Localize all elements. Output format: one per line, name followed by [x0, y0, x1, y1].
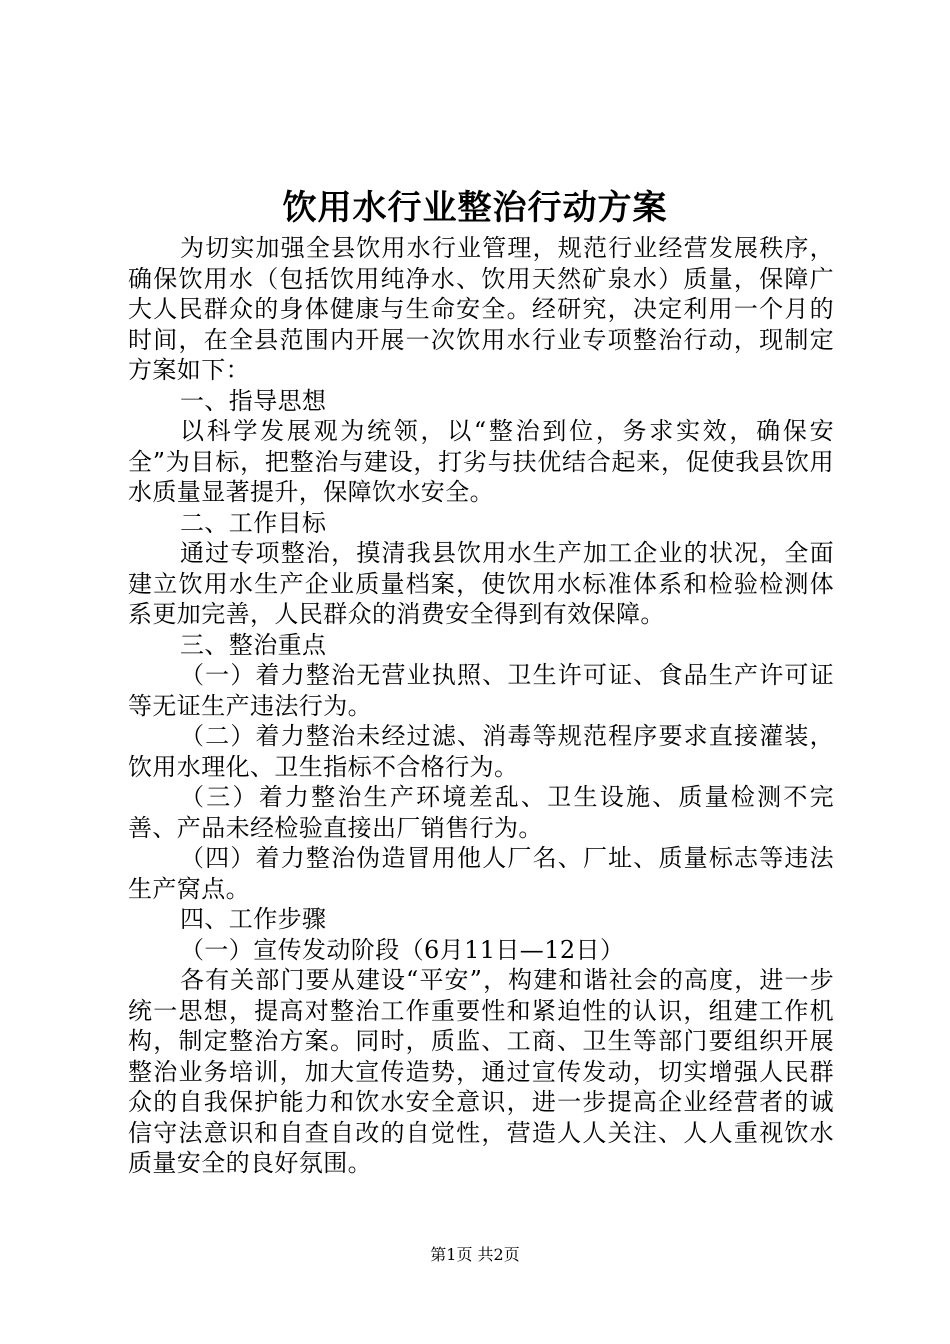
section-heading-work-goals: 二、工作目标 — [180, 508, 327, 537]
page-footer — [0, 1244, 950, 1266]
document-title: 饮用水行业整治行动方案 — [282, 188, 668, 228]
section-paragraph: 通过专项整治，摸清我县饮用水生产加工企业的状况，全面建立饮用水生产企业质量档案，使饮用水标准体系和检验检测体系更加完善，人民群众的消费安全得到有效保障。 — [128, 539, 834, 628]
section-paragraph: 各有关部门要从建设“平安”，构建和谐社会的高度，进一步统一思想，提高对整治工作重要性和紧迫性的认识，组建工作机构，制定整治方案。同时，质监、工商、卫生等部门要组织开展整治业务培训，加大宣传造势，通过宣传发动，切实增强人民群众的自我保护能力和饮水安全意识，进一步提高企业经营者的诚信守法意识和自查自改的自觉性，营造人人关注、人人重视饮水质量安全的良好氛围。 — [128, 966, 834, 1177]
page-total: 共2页 — [477, 1245, 520, 1264]
intro-paragraph: 为切实加强全县饮用水行业管理，规范行业经营发展秩序，确保饮用水（包括饮用纯净水、饮用天然矿泉水）质量，保障广大人民群众的身体健康与生命安全。经研究，决定利用一个月的时间，在全县范围内开展一次饮用水行业专项整治行动，现制定方案如下： — [128, 234, 834, 384]
section-paragraph: （三）着力整治生产环境差乱、卫生设施、质量检测不完善、产品未经检验直接出厂销售行为。 — [128, 783, 834, 842]
section-paragraph: （二）着力整治未经过滤、消毒等规范程序要求直接灌装，饮用水理化、卫生指标不合格行为。 — [128, 722, 834, 781]
section-paragraph: 以科学发展观为统领，以“整治到位，务求实效，确保安全”为目标，把整治与建设，打劣与扶优结合起来，促使我县饮用水质量显著提升，保障饮水安全。 — [128, 417, 834, 506]
document-body — [128, 233, 834, 1179]
page-number: 第1页 — [430, 1245, 473, 1264]
subsection-heading-publicity-stage: （一）宣传发动阶段（6月11日—12日） — [180, 935, 625, 964]
section-heading-focus-areas: 三、整治重点 — [180, 630, 327, 659]
section-heading-guiding-ideology: 一、指导思想 — [180, 386, 327, 415]
section-heading-work-steps: 四、工作步骤 — [180, 905, 327, 933]
section-paragraph: （四）着力整治伪造冒用他人厂名、厂址、质量标志等违法生产窝点。 — [128, 844, 834, 903]
section-paragraph: （一）着力整治无营业执照、卫生许可证、食品生产许可证等无证生产违法行为。 — [128, 661, 834, 720]
